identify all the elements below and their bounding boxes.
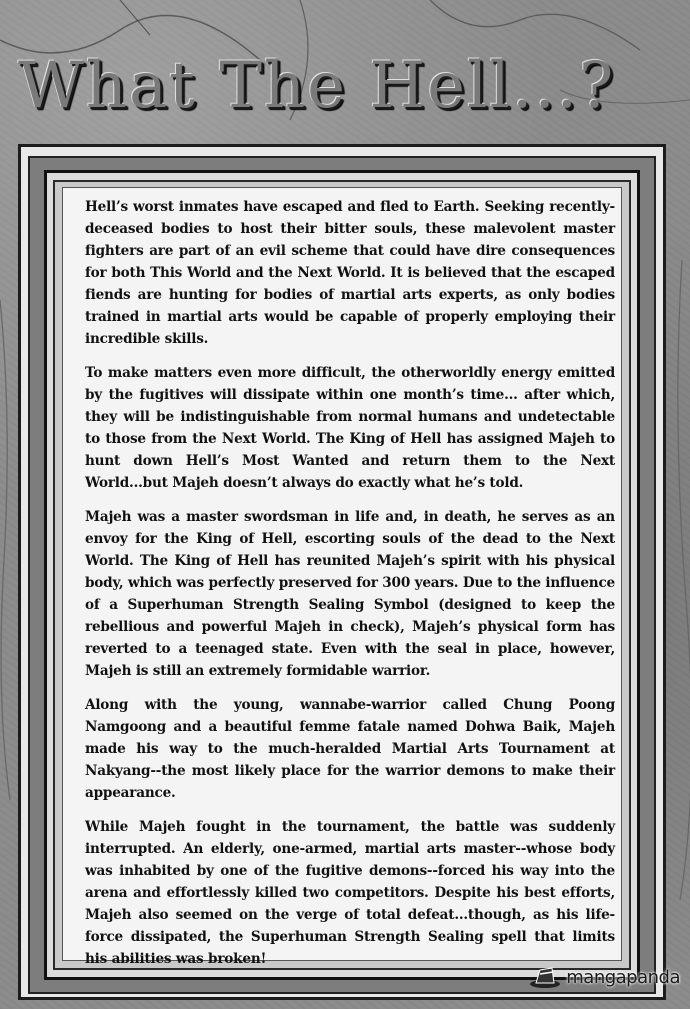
story-paragraph-3: Majeh was a master swordsman in life and, in death, he serves as an envoy for the King of Hell, escorting souls of the dead to the Next World. The King of Hell has reunited Majeh’s spirit with his physical body, which was perfectly preserved for 300 years. Due to the influence of a Superhuman Strength Sealing Symbol (designed to keep the rebellious and powerful Majeh in check), Majeh’s physical form has reverted to a teenaged state. Even with the seal in place, however, Majeh is still an extremely formidable warrior. [85, 509, 615, 679]
manga-hat-icon [528, 964, 562, 990]
story-paragraph-5: While Majeh fought in the tournament, the battle was suddenly interrupted. An elderly, one-armed, martial arts master--whose body was inhabited by one of the fugitive demons--forced his way into the arena and effortlessly killed two competitors. Despite his best efforts, Majeh also seemed on the verge of total defeat...though, as his life-force dissipated, the Superhuman Strength Sealing spell that limits his abilities was broken! [85, 819, 615, 967]
story-paragraph-4: Along with the young, wannabe-warrior called Chung Poong Namgoong and a beautiful femme fatale named Dohwa Baik, Majeh made his way to the much-heralded Martial Arts Tournament at Nakyang--the most likely place for the warrior demons to make their appearance. [85, 697, 615, 801]
page-title: What The Hell...? [18, 49, 616, 123]
watermark [528, 963, 680, 991]
story-paragraph-2: To make matters even more difficult, the otherworldly energy emitted by the fugitives will dissipate within one month’s time... after which, they will be indistinguishable from normal humans and undetectable to those from the Next World. The King of Hell has assigned Majeh to hunt down Hell’s Most Wanted and return them to the Next World...but Majeh doesn’t always do exactly what he’s told. [85, 365, 615, 491]
story-paragraph-1: Hell’s worst inmates have escaped and fled to Earth. Seeking recently-deceased bodies to host their bitter souls, these malevolent master fighters are part of an evil scheme that could have dire consequences for both This World and the Next World. It is believed that the escaped fiends are hunting for bodies of martial arts experts, as only bodies trained in martial arts would be capable of properly employing their incredible skills. [85, 199, 615, 347]
watermark-text: mangapanda [566, 966, 680, 988]
story-text-panel [62, 187, 622, 967]
